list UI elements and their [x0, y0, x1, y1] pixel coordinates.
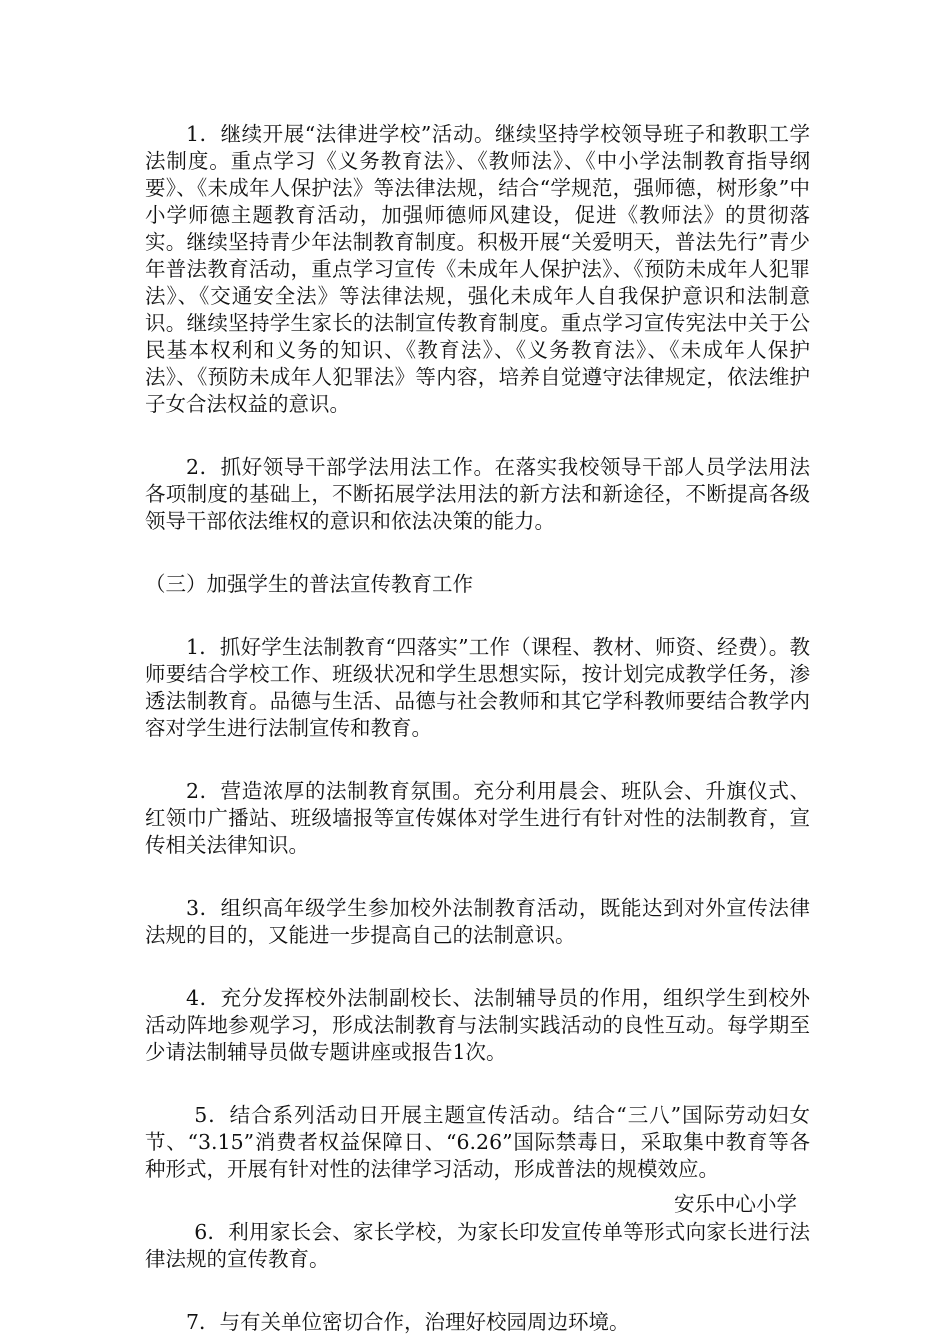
- paragraph-campus-environment: 7．与有关单位密切合作，治理好校园周边环境。: [186, 1310, 630, 1334]
- paragraph-external-activities: 3．组织高年级学生参加校外法制教育活动，既能达到对外宣传法律法规的目的，又能进一步提高自己的法制意识。: [145, 896, 810, 947]
- document-body: [145, 121, 810, 1336]
- section-heading: （三）加强学生的普法宣传教育工作: [145, 572, 473, 596]
- paragraph-parents: 6．利用家长会、家长学校，为家长印发宣传单等形式向家长进行法律法规的宣传教育。: [145, 1220, 810, 1271]
- paragraph-legal-counselors: 4．充分发挥校外法制副校长、法制辅导员的作用，组织学生到校外活动阵地参观学习，形成法制教育与法制实践活动的良性互动。每学期至少请法制辅导员做专题讲座或报告1次。: [145, 986, 810, 1064]
- paragraph-law-into-school: 1．继续开展“法律进学校”活动。继续坚持学校领导班子和教职工学法制度。重点学习《义务教育法》、《教师法》、《中小学法制教育指导纲要》、《未成年人保护法》等法律法规，结合“学规范，强师德，树形象”中小学师德主题教育活动，加强师德师风建设，促进《教师法》的贯彻落实。继续坚持青少年法制教育制度。积极开展“关爱明天，普法先行”青少年普法教育活动，重点学习宣传《未成年人保护法》、《预防未成年人犯罪法》、《交通安全法》等法律法规，强化未成年人自我保护意识和法制意识。继续坚持学生家长的法制宣传教育制度。重点学习宣传宪法中关于公民基本权利和义务的知识、《教育法》、《义务教育法》、《未成年人保护法》、《预防未成年人犯罪法》等内容，培养自觉遵守法律规定，依法维护子女合法权益的意识。: [145, 122, 810, 416]
- paragraph-four-implementations: 1．抓好学生法制教育“四落实”工作（课程、教材、师资、经费）。教师要结合学校工作、班级状况和学生思想实际，按计划完成教学任务，渗透法制教育。品德与生活、品德与社会教师和其它学科教师要结合教学内容对学生进行法制宣传和教育。: [145, 635, 810, 740]
- paragraph-theme-days: 5．结合系列活动日开展主题宣传活动。结合“三八”国际劳动妇女节、“3.15”消费者权益保障日、“6.26”国际禁毒日，采取集中教育等各种形式，开展有针对性的法律学习活动，形成普法的规模效应。: [145, 1103, 810, 1181]
- paragraph-education-atmosphere: 2．营造浓厚的法制教育氛围。充分利用晨会、班队会、升旗仪式、红领巾广播站、班级墙报等宣传媒体对学生进行有针对性的法制教育，宣传相关法律知识。: [145, 779, 810, 857]
- paragraph-leadership-study: 2．抓好领导干部学法用法工作。在落实我校领导干部人员学法用法各项制度的基础上，不断拓展学法用法的新方法和新途径，不断提高各级领导干部依法维权的意识和依法决策的能力。: [145, 455, 810, 533]
- signature-school-name: 安乐中心小学: [674, 1192, 797, 1216]
